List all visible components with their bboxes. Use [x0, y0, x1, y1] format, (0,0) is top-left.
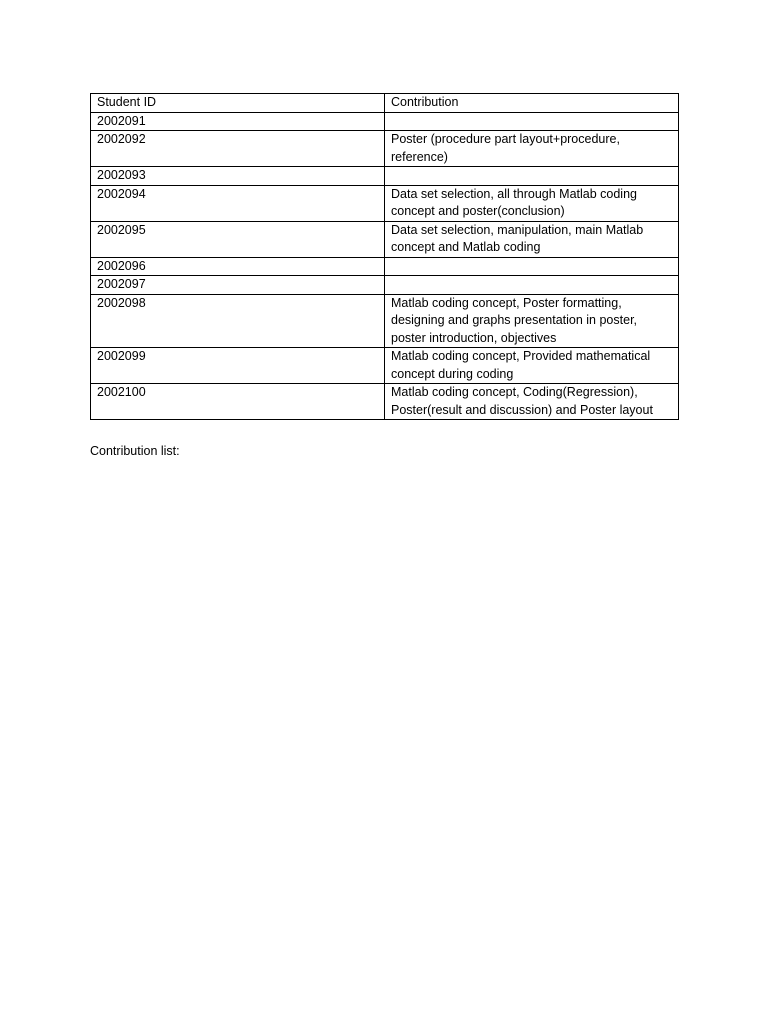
contribution-cell: Data set selection, manipulation, main Matlab concept and Matlab coding	[385, 221, 679, 257]
table-row	[91, 185, 679, 221]
contribution-table	[90, 93, 679, 420]
table-header	[91, 94, 679, 113]
contribution-cell: Matlab coding concept, Coding(Regression), Poster(result and discussion) and Poster layout	[385, 384, 679, 420]
student-id-cell: 2002096	[91, 257, 385, 276]
contribution-cell: Data set selection, all through Matlab coding concept and poster(conclusion)	[385, 185, 679, 221]
table-header-row	[91, 94, 679, 113]
student-id-cell: 2002100	[91, 384, 385, 420]
student-id-cell: 2002099	[91, 348, 385, 384]
student-id-cell: 2002091	[91, 112, 385, 131]
contribution-cell	[385, 276, 679, 295]
header-student-id: Student ID	[91, 94, 385, 113]
contribution-list-caption: Contribution list:	[90, 444, 180, 458]
table-row	[91, 221, 679, 257]
student-id-cell: 2002097	[91, 276, 385, 295]
table-row	[91, 257, 679, 276]
contribution-cell	[385, 112, 679, 131]
student-id-cell: 2002095	[91, 221, 385, 257]
contribution-cell: Matlab coding concept, Poster formatting, designing and graphs presentation in poster, poster introduction, objectives	[385, 294, 679, 348]
table-row	[91, 294, 679, 348]
contribution-cell	[385, 257, 679, 276]
table-row	[91, 131, 679, 167]
student-id-cell: 2002098	[91, 294, 385, 348]
table-row	[91, 112, 679, 131]
header-contribution: Contribution	[385, 94, 679, 113]
contribution-cell	[385, 167, 679, 186]
table-row	[91, 384, 679, 420]
student-id-cell: 2002094	[91, 185, 385, 221]
table-row	[91, 276, 679, 295]
contribution-cell: Matlab coding concept, Provided mathematical concept during coding	[385, 348, 679, 384]
table-body	[91, 112, 679, 420]
student-id-cell: 2002092	[91, 131, 385, 167]
student-id-cell: 2002093	[91, 167, 385, 186]
contribution-cell: Poster (procedure part layout+procedure, reference)	[385, 131, 679, 167]
table-row	[91, 348, 679, 384]
table-row	[91, 167, 679, 186]
